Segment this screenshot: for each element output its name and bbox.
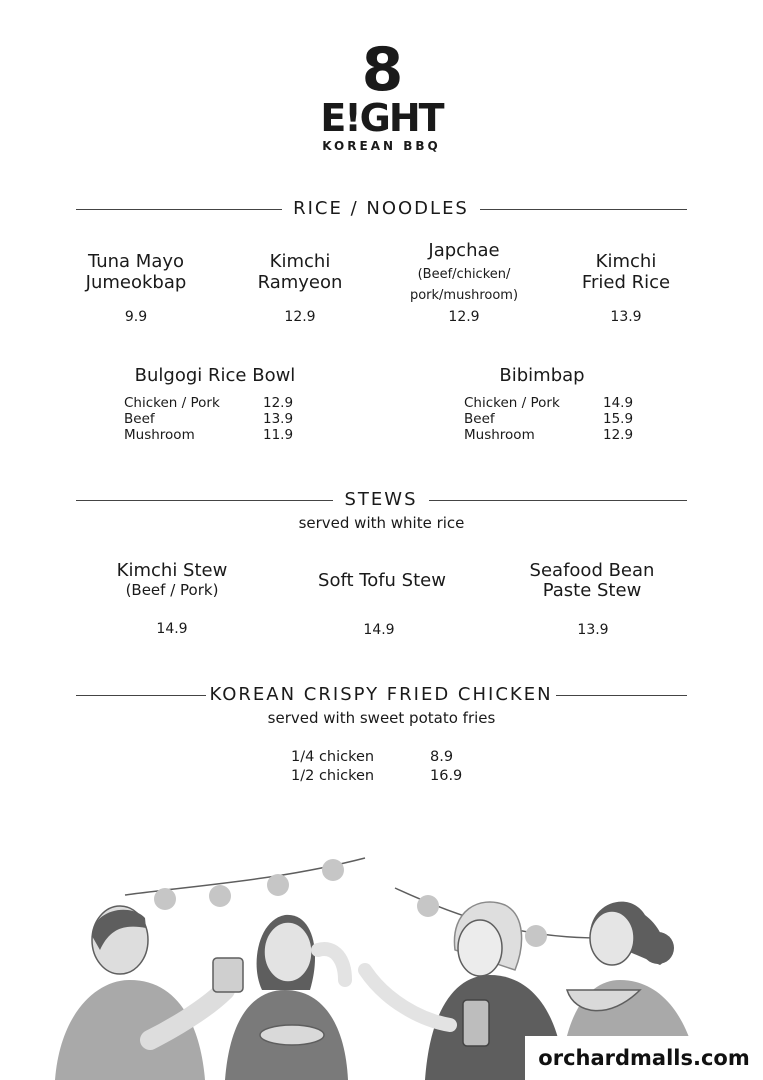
- item-name: Kimchi: [269, 251, 331, 272]
- item-price: 9.9: [124, 309, 148, 325]
- light-bulb: [417, 895, 439, 917]
- person-man-left: [55, 906, 243, 1080]
- logo-numeral: 8: [361, 35, 402, 105]
- watermark: orchardmalls.com: [525, 1036, 763, 1080]
- option-label: Mushroom: [124, 427, 195, 443]
- option-price: 16.9: [430, 768, 463, 784]
- section-title-rice-noodles: RICE / NOODLES: [282, 198, 480, 220]
- option-label: 1/2 chicken: [291, 768, 375, 784]
- section-title-stews: STEWS: [333, 489, 429, 511]
- section-subtitle-chicken: served with sweet potato fries: [267, 709, 496, 727]
- section-subtitle-stews: served with white rice: [298, 514, 465, 532]
- option-label: Chicken / Pork: [124, 395, 220, 411]
- light-bulb: [267, 874, 289, 896]
- logo-name: E!GHT: [320, 96, 443, 140]
- item-price: 12.9: [284, 309, 316, 325]
- item-name: Tuna Mayo: [87, 251, 185, 272]
- item-name: Soft Tofu Stew: [318, 570, 446, 591]
- option-label: Beef: [124, 411, 155, 427]
- option-price: 12.9: [603, 427, 634, 443]
- option-label: Beef: [464, 411, 495, 427]
- option-price: 12.9: [263, 395, 294, 411]
- person-woman-eating: [225, 915, 348, 1080]
- item-name: Japchae: [428, 240, 500, 261]
- option-price: 8.9: [430, 749, 454, 765]
- item-name-bulgogi: Bulgogi Rice Bowl: [134, 365, 296, 386]
- option-price: 11.9: [263, 427, 294, 443]
- option-price: 13.9: [263, 411, 294, 427]
- item-price: 12.9: [448, 309, 480, 325]
- item-name: Paste Stew: [542, 580, 642, 601]
- item-price: 13.9: [577, 622, 609, 638]
- item-name: Jumeokbap: [85, 272, 187, 293]
- item-price: 13.9: [610, 309, 642, 325]
- item-price: 14.9: [156, 621, 188, 637]
- option-label: Chicken / Pork: [464, 395, 560, 411]
- light-bulb: [525, 925, 547, 947]
- item-note: (Beef / Pork): [125, 581, 219, 599]
- option-label: Mushroom: [464, 427, 535, 443]
- item-name: Kimchi: [595, 251, 657, 272]
- item-name: Fried Rice: [581, 272, 671, 293]
- item-price: 14.9: [363, 622, 395, 638]
- option-label: 1/4 chicken: [291, 749, 375, 765]
- item-note: (Beef/chicken/: [417, 267, 511, 282]
- item-name-bibimbap: Bibimbap: [499, 365, 585, 386]
- light-bulb: [209, 885, 231, 907]
- option-price: 15.9: [603, 411, 634, 427]
- light-bulb: [322, 859, 344, 881]
- section-title-chicken: KOREAN CRISPY FRIED CHICKEN: [206, 684, 556, 706]
- logo-tagline: KOREAN BBQ: [322, 139, 441, 153]
- option-price: 14.9: [603, 395, 634, 411]
- item-note: pork/mushroom): [409, 288, 519, 303]
- item-name: Kimchi Stew: [116, 560, 228, 581]
- item-name: Seafood Bean: [529, 560, 655, 581]
- light-bulb: [154, 888, 176, 910]
- item-name: Ramyeon: [257, 272, 343, 293]
